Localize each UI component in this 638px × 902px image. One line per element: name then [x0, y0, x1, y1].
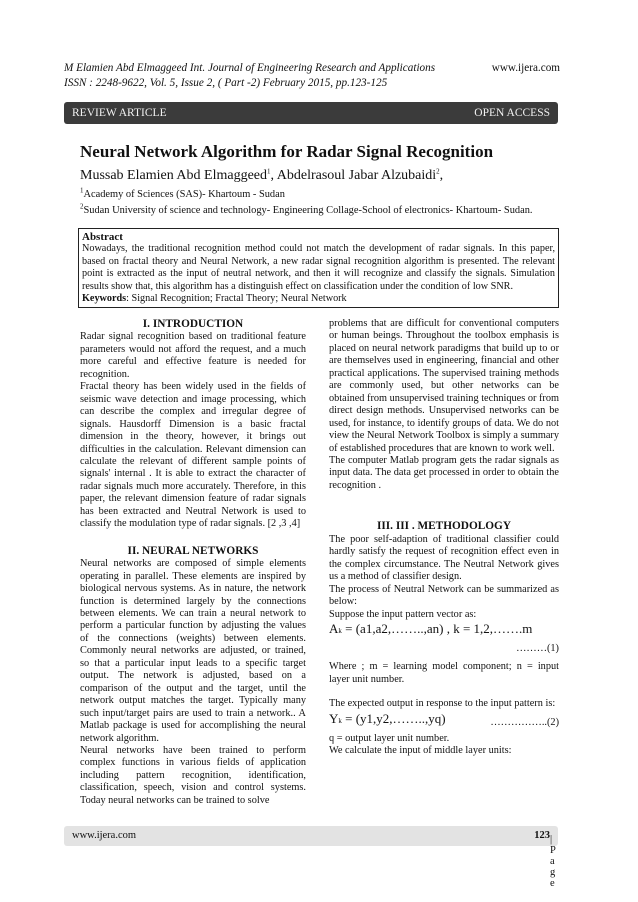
equation-1-sub: k	[338, 626, 342, 635]
keywords-text: : Signal Recognition; Fractal Theory; Neural Network	[126, 293, 347, 304]
equation-2-number: ……………..(2)	[490, 716, 559, 728]
author-end: ,	[439, 168, 444, 183]
affiliation-2-text: Sudan University of science and technology- Engineering Collage-School of electronics- Khartoum- Sudan.	[83, 205, 533, 216]
author-2: , Abdelrasoul Jabar Alzubaidi	[270, 168, 437, 183]
methodology-paragraph-6: q = output layer unit number.	[329, 732, 450, 744]
section-heading-introduction: I. INTRODUCTION	[142, 318, 244, 330]
journal-url[interactable]: www.ijera.com	[491, 62, 560, 74]
equation-2-lhs: Y	[329, 710, 339, 726]
equation-2	[329, 710, 559, 733]
nn-paragraph-2: Neural networks have been trained to perform complex functions in various fields of application including pattern recognition, identification, classification, speech, vision and control systems. Today neural networks can be trained to solve	[80, 744, 306, 806]
author-1-sup: 1	[267, 167, 271, 176]
methodology-paragraph-7: We calculate the input of middle layer units:	[329, 745, 512, 757]
equation-2-sub: k	[338, 716, 342, 725]
keywords	[82, 293, 555, 306]
continued-paragraph-2: The computer Matlab program gets the radar signals as input data. The data get processed in order to obtain the recognition .	[329, 454, 559, 491]
methodology-paragraph-5: The expected output in response to the input pattern is:	[329, 698, 556, 710]
nn-paragraph-1: Neural networks are composed of simple elements operating in parallel. These elements are inspired by biological nervous systems. As in nature, the network function is determined largely by the connections between elements. We can train a neural network to perform a particular function by adjusting the values of the connections (weights) between elements. Commonly neural networks are adjusted, or trained, so that a particular input leads to a specific target output. The network is adjusted, based on a comparison of the output and the target, until the network output matches the target. Typically many such input/target pairs are used to train a network.. A Matlab package is used for accomplishing the neural network algorithm.	[80, 558, 306, 744]
page-number: 123	[534, 830, 550, 841]
equation-1-rhs: = (a1,a2,……..,an) , k = 1,2,…….m	[341, 620, 533, 636]
affiliation-1	[80, 186, 285, 200]
abstract-box	[78, 228, 559, 308]
review-article-label: REVIEW ARTICLE	[72, 107, 167, 119]
footer-page	[534, 830, 556, 889]
affiliation-1-sup: 1	[80, 186, 84, 195]
footer-bar	[64, 826, 558, 889]
author-1: Mussab Elamien Abd Elmaggeed	[80, 168, 268, 183]
right-column	[329, 318, 559, 758]
equation-1-lhs: A	[329, 620, 339, 636]
keywords-label: Keywords	[82, 293, 127, 304]
methodology-paragraph-4: Where ; m = learning model component; n = input layer unit number.	[329, 661, 559, 685]
paper-title: Neural Network Algorithm for Radar Signal Recognition	[80, 142, 494, 161]
methodology-paragraph-3: Suppose the input pattern vector as:	[329, 608, 477, 620]
equation-2-rhs: = (y1,y2,……..,yq)	[341, 710, 446, 726]
methodology-paragraph-2: The process of Neutral Network can be summarized as below:	[329, 583, 559, 608]
equation-1	[329, 620, 559, 643]
affiliation-1-text: Academy of Sciences (SAS)- Khartoum - Sudan	[83, 189, 285, 200]
section-heading-methodology: III. III . METHODOLOGY	[376, 520, 512, 533]
journal-header: M Elamien Abd Elmaggeed Int. Journal of Engineering Research and Applications	[64, 62, 436, 74]
issn-header: ISSN : 2248-9622, Vol. 5, Issue 2, ( Part -2) February 2015, pp.123-125	[64, 77, 388, 89]
abstract-text: Nowadays, the traditional recognition method could not match the development of radar signals. In this paper, based on fractal theory and Neural Network, a new radar signal recognition algorithm is presented. The relevant point is extracted as the input of neutral network, and then it will recognize and classify the signals. Simulation results show that, this algorithm has a distinguish effect on classification under the condition of low SNR.	[82, 243, 555, 292]
equation-1-number: ………(1)	[516, 642, 559, 654]
left-column	[80, 318, 306, 807]
section-heading-neural-networks: II. NEURAL NETWORKS	[127, 544, 259, 557]
article-type-banner	[64, 102, 558, 124]
footer-url[interactable]: www.ijera.com	[72, 830, 137, 841]
affiliation-2	[80, 202, 533, 216]
page-label: | P a g e	[550, 834, 556, 889]
continued-paragraph-1: problems that are difficult for conventional computers or human beings. Throughout the toolbox emphasis is placed on neural network paradigms that build up to or are themselves used in engineering, financial and other practical applications. The supervised training methods are commonly used, but other networks can be obtained from unsupervised training techniques or from direct design methods. Unsupervised networks can be used, for instance, to identify groups of data. We do not view the Neural Network Toolbox is simply a summary of established procedures that are known to work well.	[329, 318, 559, 454]
intro-paragraph-2: Fractal theory has been widely used in the fields of seismic wave detection and image processing, which can describe the complex and irregular degree of signals. Hausdorff Dimension is a basic fractal dimension in the theory, however, it brings out difficulties in the calculation. Relevant dimension can calculate the relevant of different sample points of signals' internal . It is able to extract the character of radar signals much more accurately. Therefore, in this paper, the relevant dimension feature of radar signals has been extracted and Neutral Network is used to classify the modulation type of radar signals. [2 ,3 ,4]	[80, 381, 306, 530]
open-access-label: OPEN ACCESS	[474, 107, 550, 119]
methodology-paragraph-1: The poor self-adaption of traditional classifier could hardly satisfy the request of recognition effect even in the complex circumstance. The Neutral Network gives us a method of classifier design.	[329, 533, 559, 583]
intro-paragraph-1: Radar signal recognition based on traditional feature parameters would not afford the request, and a much more careful and effective feature is needed for recognition.	[80, 331, 306, 380]
abstract-heading: Abstract	[82, 231, 123, 243]
affiliation-2-sup: 2	[80, 202, 84, 211]
author-2-sup: 2	[436, 167, 440, 176]
author-list	[80, 168, 443, 184]
